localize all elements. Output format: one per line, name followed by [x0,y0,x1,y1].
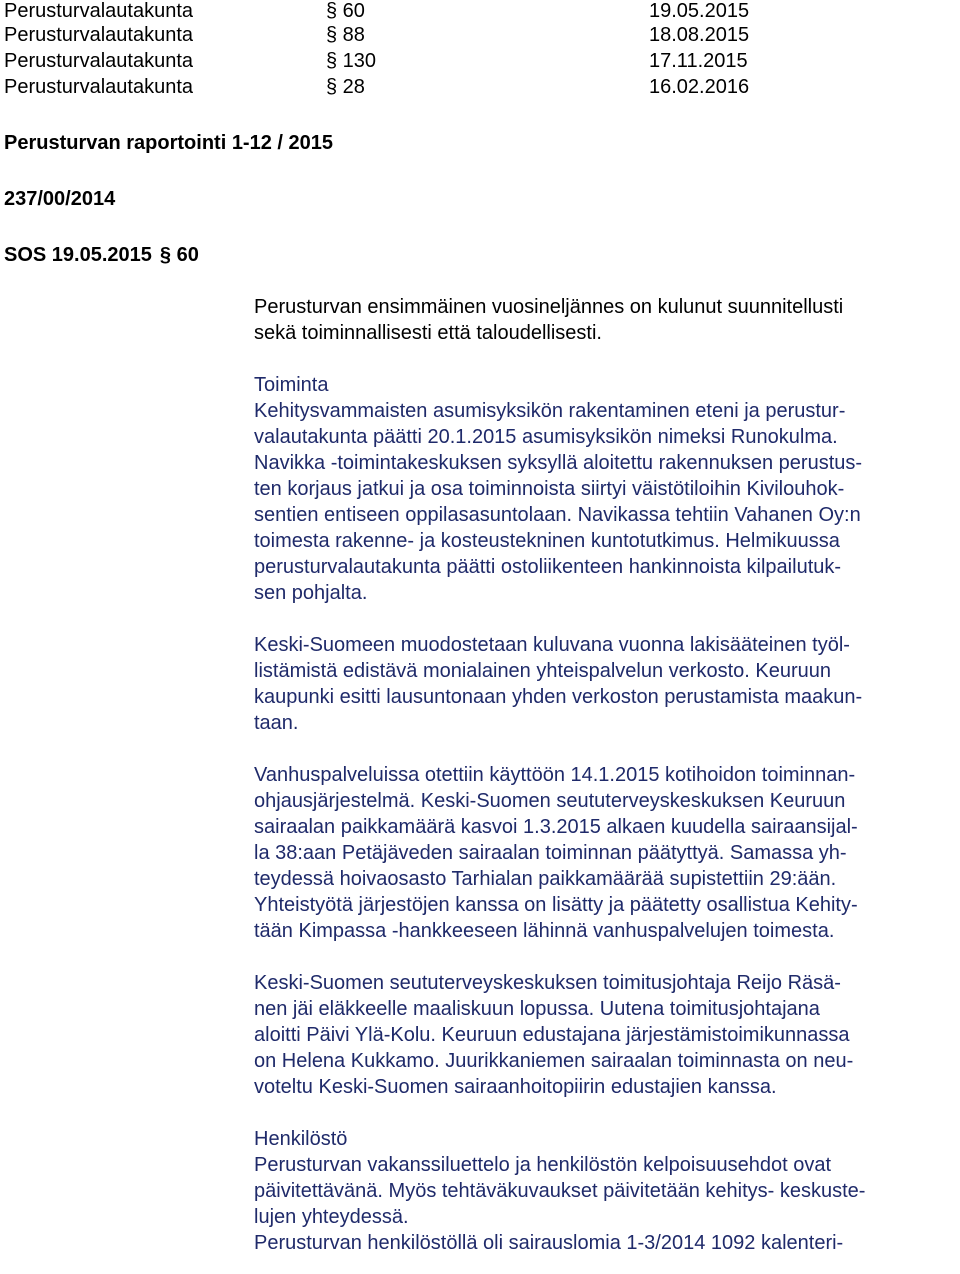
sos-section: § 60 [159,244,199,266]
paragraph-line: Keski-Suomen seututerveyskeskuksen toimitusjohtaja Reijo Räsä- [254,972,841,994]
intro-line: Perusturvan ensimmäinen vuosineljännes on kulunut suunnitellusti [254,296,844,318]
henkilosto-line: päivitettävänä. Myös tehtäväkuvaukset päivitetään kehitys- keskuste- [254,1180,866,1202]
sos-date: SOS 19.05.2015 [4,244,152,266]
minutes-body [254,294,954,1256]
paragraph-line: Vanhuspalveluissa otettiin käyttöön 14.1.2015 kotihoidon toiminnan- [254,764,856,786]
paragraph-line: voteltu Keski-Suomen sairaanhoitopiirin edustajien kanssa. [254,1076,777,1098]
meeting-row [4,48,904,74]
report-title: Perusturvan raportointi 1-12 / 2015 [4,132,334,154]
henkilosto-line: Perusturvan henkilöstöllä oli sairauslomia 1-3/2014 1092 kalenteri- [254,1232,844,1254]
paragraph-line: Keski-Suomeen muodostetaan kuluvana vuonna lakisääteinen työl- [254,634,850,656]
toiminta-line: perusturvalautakunta päätti ostoliikenteen hankinnoista kilpailutuk- [254,556,842,578]
intro-line: sekä toiminnallisesti että taloudellisesti. [254,322,602,344]
section-number: § 88 [326,24,365,46]
toiminta-line: toimesta rakenne- ja kosteustekninen kuntotutkimus. Helmikuussa [254,530,840,552]
paragraph-line: tään Kimpassa -hankkeeseen lähinnä vanhuspalvelujen toimesta. [254,920,835,942]
paragraph-line: Yhteistyötä järjestöjen kanssa on lisätty ja päätetty osallistua Kehity- [254,894,858,916]
paragraph-line: listämistä edistävä monialainen yhteispalvelun verkosto. Keuruun [254,660,831,682]
paragraph-line: sairaalan paikkamäärä kasvoi 1.3.2015 alkaen kuudella sairaansijal- [254,816,858,838]
toiminta-heading: Toiminta [254,374,329,396]
paragraph-line: teydessä hoivaosasto Tarhialan paikkamäärää supistettiin 29:ään. [254,868,837,890]
toiminta-line: Navikka -toimintakeskuksen syksyllä aloitettu rakennuksen perustus- [254,452,863,474]
henkilosto-heading: Henkilöstö [254,1128,348,1150]
meeting-body: Perusturvalautakunta [4,0,194,22]
meeting-row [4,74,904,100]
paragraph-line: nen jäi eläkkeelle maaliskuun lopussa. Uutena toimitusjohtajana [254,998,820,1020]
paragraph-line: aloitti Päivi Ylä-Kolu. Keuruun edustajana järjestämistoimikunnassa [254,1024,850,1046]
toiminta-section [254,372,954,1256]
meeting-date: 16.02.2016 [649,76,750,98]
toiminta-line: Kehitysvammaisten asumisyksikön rakentaminen eteni ja perustur- [254,400,846,422]
meeting-body: Perusturvalautakunta [4,50,194,72]
meeting-date: 17.11.2015 [649,50,748,72]
toiminta-line: sen pohjalta. [254,582,368,604]
toiminta-line: sentien entiseen oppilasasuntolaan. Navikassa tehtiin Vahanen Oy:n [254,504,861,526]
meeting-body: Perusturvalautakunta [4,24,194,46]
meeting-row [4,0,904,24]
meeting-date: 18.08.2015 [649,24,750,46]
meeting-row [4,22,904,48]
paragraph-line: on Helena Kukkamo. Juurikkaniemen sairaalan toiminnasta on neu- [254,1050,854,1072]
section-number: § 130 [326,50,377,72]
record-number: 237/00/2014 [4,188,116,210]
meeting-date: 19.05.2015 [649,0,750,22]
meeting-body: Perusturvalautakunta [4,76,194,98]
paragraph-line: la 38:aan Petäjäveden sairaalan toiminnan päätyttyä. Samassa yh- [254,842,847,864]
paragraph-line: taan. [254,712,299,734]
toiminta-line: valautakunta päätti 20.1.2015 asumisyksikön nimeksi Runokulma. [254,426,838,448]
section-number: § 60 [326,0,365,22]
paragraph-line: kaupunki esitti lausuntonaan yhden verkoston perustamista maakun- [254,686,863,708]
paragraph-line: ohjausjärjestelmä. Keski-Suomen seututerveyskeskuksen Keuruun [254,790,846,812]
henkilosto-line: lujen yhteydessä. [254,1206,409,1228]
sos-reference [4,242,199,268]
henkilosto-line: Perusturvan vakanssiluettelo ja henkilöstön kelpoisuusehdot ovat [254,1154,832,1176]
section-number: § 28 [326,76,365,98]
toiminta-line: ten korjaus jatkui ja osa toiminnoista siirtyi väistötiloihin Kivilouhok- [254,478,845,500]
